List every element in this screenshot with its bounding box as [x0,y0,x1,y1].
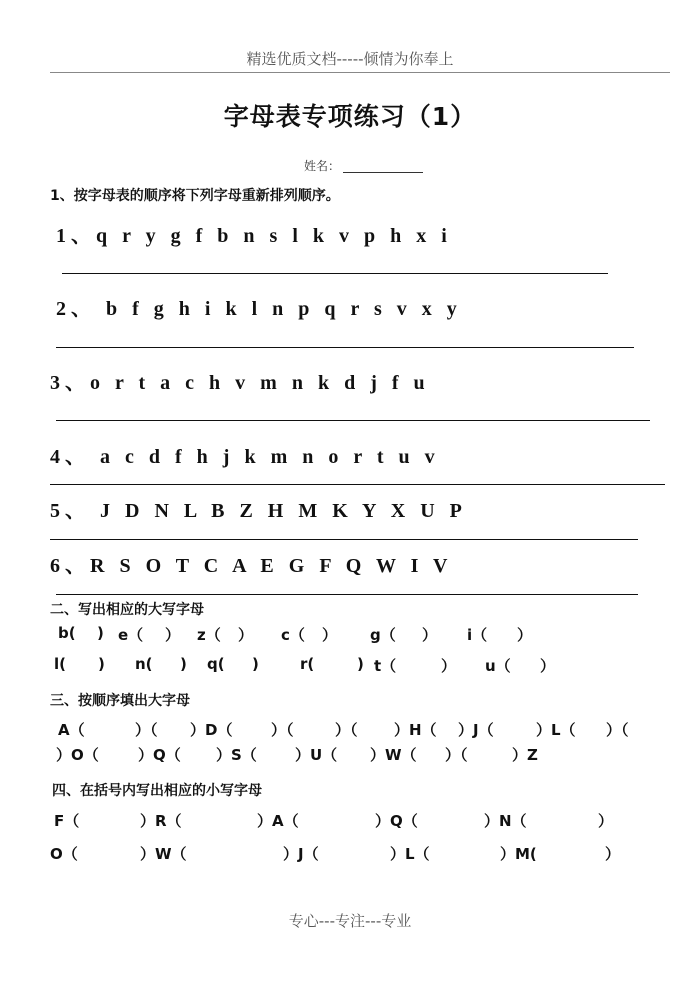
p3-row1-token: ）J（ [458,721,494,739]
answer-line-1[interactable] [62,273,608,274]
p4-row1-token[interactable]: ） [598,812,614,830]
name-blank-line[interactable] [343,172,423,173]
p3-row1-token[interactable]: ）（ [606,721,629,739]
name-label: 姓名： [304,159,341,173]
p3-row2-token: ）S（ [216,746,257,764]
p4-row2-token: ）W（ [140,845,187,863]
p2-row1-token[interactable]: ） [322,626,338,644]
p3-row2-token: ）O（ [56,746,99,764]
part2-heading: 二、写出相应的大写字母 [50,602,204,618]
part3-heading: 三、按顺序填出大字母 [50,693,190,709]
answer-line-2[interactable] [56,347,634,348]
header-divider [50,72,670,73]
p2-row2-token: t（ [374,657,397,675]
p2-row2-token[interactable]: ） [441,657,457,675]
p2-row2-token: u（ [485,657,511,675]
p2-row2-token: l( [54,655,66,673]
p4-row1-token: ）R（ [140,812,182,830]
p2-row2-token: n( [135,655,153,673]
p2-row2-token: r( [300,655,315,673]
sequence-3: 3、o r t a c h v m n k d j f u [50,372,430,394]
sequence-6: 6、R S O T C A E G F Q W I V [50,555,453,577]
p4-row2-token: ）M( [500,845,537,863]
p2-row2-token[interactable]: ) [98,655,105,673]
p2-row2-token[interactable]: ） [540,657,556,675]
p3-row1-token[interactable]: ）（ [271,721,294,739]
p2-row1-token: c（ [281,626,305,644]
answer-line-3[interactable] [56,420,650,421]
p3-row2-token: ）Z [512,746,538,764]
p2-row1-token[interactable]: ） [238,626,254,644]
p2-row1-token: z（ [197,626,221,644]
answer-line-6[interactable] [56,594,638,595]
p3-row1-token: ）D（ [190,721,233,739]
p2-row1-token: i（ [467,626,488,644]
answer-line-4[interactable] [50,484,665,485]
p4-row2-token[interactable]: ） [605,845,621,863]
p2-row1-token[interactable]: ） [517,626,533,644]
p4-row2-token: ）J（ [283,845,319,863]
sequence-5: 5、 J D N L B Z H M K Y X U P [50,500,467,522]
part1-instruction: 1、按字母表的顺序将下列字母重新排列顺序。 [50,188,340,204]
p2-row2-token[interactable]: ) [252,655,259,673]
sequence-2: 2、 b f g h i k l n p q r s v x y [56,298,462,320]
p3-row1-token: A（ [58,721,85,739]
p2-row2-token[interactable]: ) [357,655,364,673]
p3-row2-token: ）W（ [370,746,417,764]
p4-row1-token: ）Q（ [375,812,418,830]
p3-row1-token: ）L（ [536,721,576,739]
p4-row1-token: ）N（ [484,812,527,830]
p2-row1-token[interactable]: ） [165,626,181,644]
page-header: 精选优质文档-----倾情为你奉上 [246,50,454,68]
p2-row1-token: b( [58,624,76,642]
p2-row1-token[interactable]: ） [422,626,438,644]
p2-row1-token[interactable]: ) [97,624,104,642]
p3-row1-token[interactable]: ）（ [335,721,358,739]
part4-heading: 四、在括号内写出相应的小写字母 [52,783,262,799]
p4-row1-token: ）A（ [257,812,299,830]
p3-row1-token[interactable]: ）（ [135,721,158,739]
p4-row2-token: ）L（ [390,845,430,863]
p4-row1-token: F（ [54,812,80,830]
p2-row1-token: e（ [118,626,144,644]
page-footer: 专心---专注---专业 [288,912,412,930]
sequence-1: 1、q r y g f b n s l k v p h x i [56,225,452,247]
p4-row2-token: O（ [50,845,78,863]
worksheet-title: 字母表专项练习（1） [223,102,477,131]
p3-row2-token[interactable]: ）（ [445,746,468,764]
answer-line-5[interactable] [50,539,638,540]
p3-row2-token: ）Q（ [138,746,181,764]
p2-row2-token: q( [207,655,225,673]
p3-row1-token: ）H（ [394,721,437,739]
p2-row1-token: g（ [370,626,396,644]
sequence-4: 4、 a c d f h j k m n o r t u v [50,446,440,468]
p2-row2-token[interactable]: ) [180,655,187,673]
p3-row2-token: ）U（ [295,746,338,764]
